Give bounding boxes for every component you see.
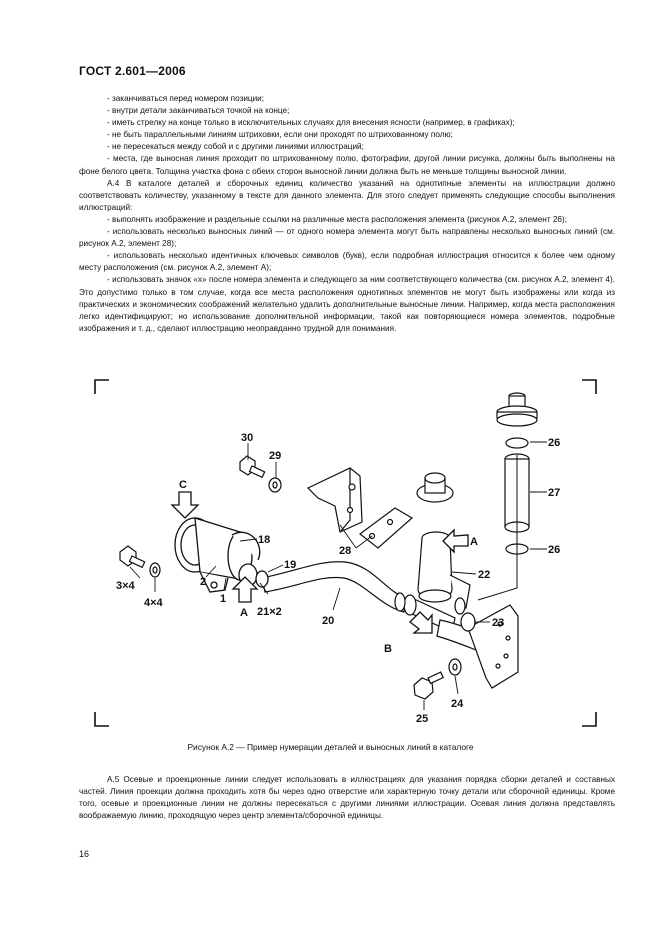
label-29: 29: [269, 450, 282, 462]
list-item: - использовать несколько выносных линий — от одного номера элемента могут быть направлены несколько выносных линий (см. рисунок А.2, элемент 28);: [79, 227, 615, 249]
label-20: 20: [322, 615, 335, 627]
label-23: 23: [492, 617, 505, 629]
label-24: 24: [451, 698, 464, 710]
list-item: - иметь стрелку на конце только в исключительных случаях для внесения ясности (например, в графиках);: [107, 118, 515, 128]
label-4x4: 4×4: [144, 597, 163, 609]
bracket-28-drawing: [308, 468, 412, 548]
paragraph-a5: А.5 Осевые и проекционные линии следует использовать в иллюстрациях для указания порядка сборки деталей и составных частей. Линия проекции должна проходить хотя бы через одно отверстие или характерную точку детали или сборочной единицы. Кроме того, осевые и проекционные линии не должны пересекаться с другими линиями иллюстрации. Осевая линия должна представлять воображаемую линию, проходящую через центр элемента/сборочной единицы.: [79, 775, 615, 821]
label-25: 25: [416, 713, 429, 725]
label-3x4: 3×4: [116, 580, 135, 592]
fitting-1-drawing: [175, 518, 271, 592]
label-27: 27: [548, 487, 561, 499]
page-number: 16: [79, 849, 90, 859]
label-c: С: [179, 479, 187, 491]
label-22: 22: [478, 569, 491, 581]
bolt-3-drawing: [120, 546, 160, 577]
label-30: 30: [241, 432, 254, 444]
arrow-c-icon: [172, 492, 198, 518]
text-block-bottom: [79, 774, 615, 822]
list-item: - выполнять изображение и раздельные ссылки на различные места расположения элемента (рисунок А.2, элемент 26);: [107, 214, 567, 224]
page-header: ГОСТ 2.601—2006: [79, 64, 186, 78]
label-28: 28: [339, 545, 352, 557]
label-19: 19: [284, 559, 297, 571]
list-item: - не быть параллельными линиям штриховки, если они проходят по штрихованному полю;: [107, 130, 453, 140]
list-item: - внутри детали заканчиваться точкой на конце;: [107, 106, 290, 116]
list-item: - места, где выносная линия проходит по штрихованному полю, фотографии, другой линии рисунка, должны быть выполнены на фоне белого цвета. Толщина участка фона с обеих сторон выносной линии должна быть не меньше толщины выносной линии.: [79, 154, 615, 176]
figure-caption: Рисунок А.2 — Пример нумерации деталей и выносных линий в каталоге: [187, 742, 474, 752]
label-1: 1: [220, 593, 227, 605]
list-item: - использовать несколько идентичных ключевых символов (букв), если подробная иллюстрация относится к более чем одному месту расположения (см. рисунок А.2, элемент А);: [79, 251, 615, 273]
list-item: - использовать значок «х» после номера элемента и следующего за ним соответствующего количества (см. рисунок А.2, элемент 4). Это допустимо только в том случае, когда все места расположения однотипных элементов не могут быть изображены или когда из практических и экономических соображений желательно удалить дополнительные выносные линии. Например, когда места расположения легко идентифицируют; но использование дополнительной информации, такой как повторяющиеся номера элементов, подробные изображения и т. д., сделают иллюстрацию неоправданно трудной для понимания.: [79, 275, 615, 333]
label-21x2: 21×2: [257, 606, 282, 618]
label-18: 18: [258, 534, 271, 546]
paragraph-a4: А.4 В каталоге деталей и сборочных единиц количество указаний на однотипные элементы на иллюстрации должно соответствовать количеству, указанному в тексте для данного элемента. Для этого следует применять следующие способы выполнения иллюстраций:: [79, 178, 615, 212]
label-26-top: 26: [548, 437, 561, 449]
label-26-bottom: 26: [548, 544, 561, 556]
label-b: В: [384, 643, 392, 655]
list-item: - не пересекаться между собой и с другими линиями иллюстраций;: [107, 142, 364, 152]
label-2: 2: [200, 576, 207, 588]
label-a-lower: А: [240, 607, 248, 619]
label-a-right: А: [470, 536, 478, 548]
list-item: - заканчиваться перед номером позиции;: [107, 94, 265, 103]
